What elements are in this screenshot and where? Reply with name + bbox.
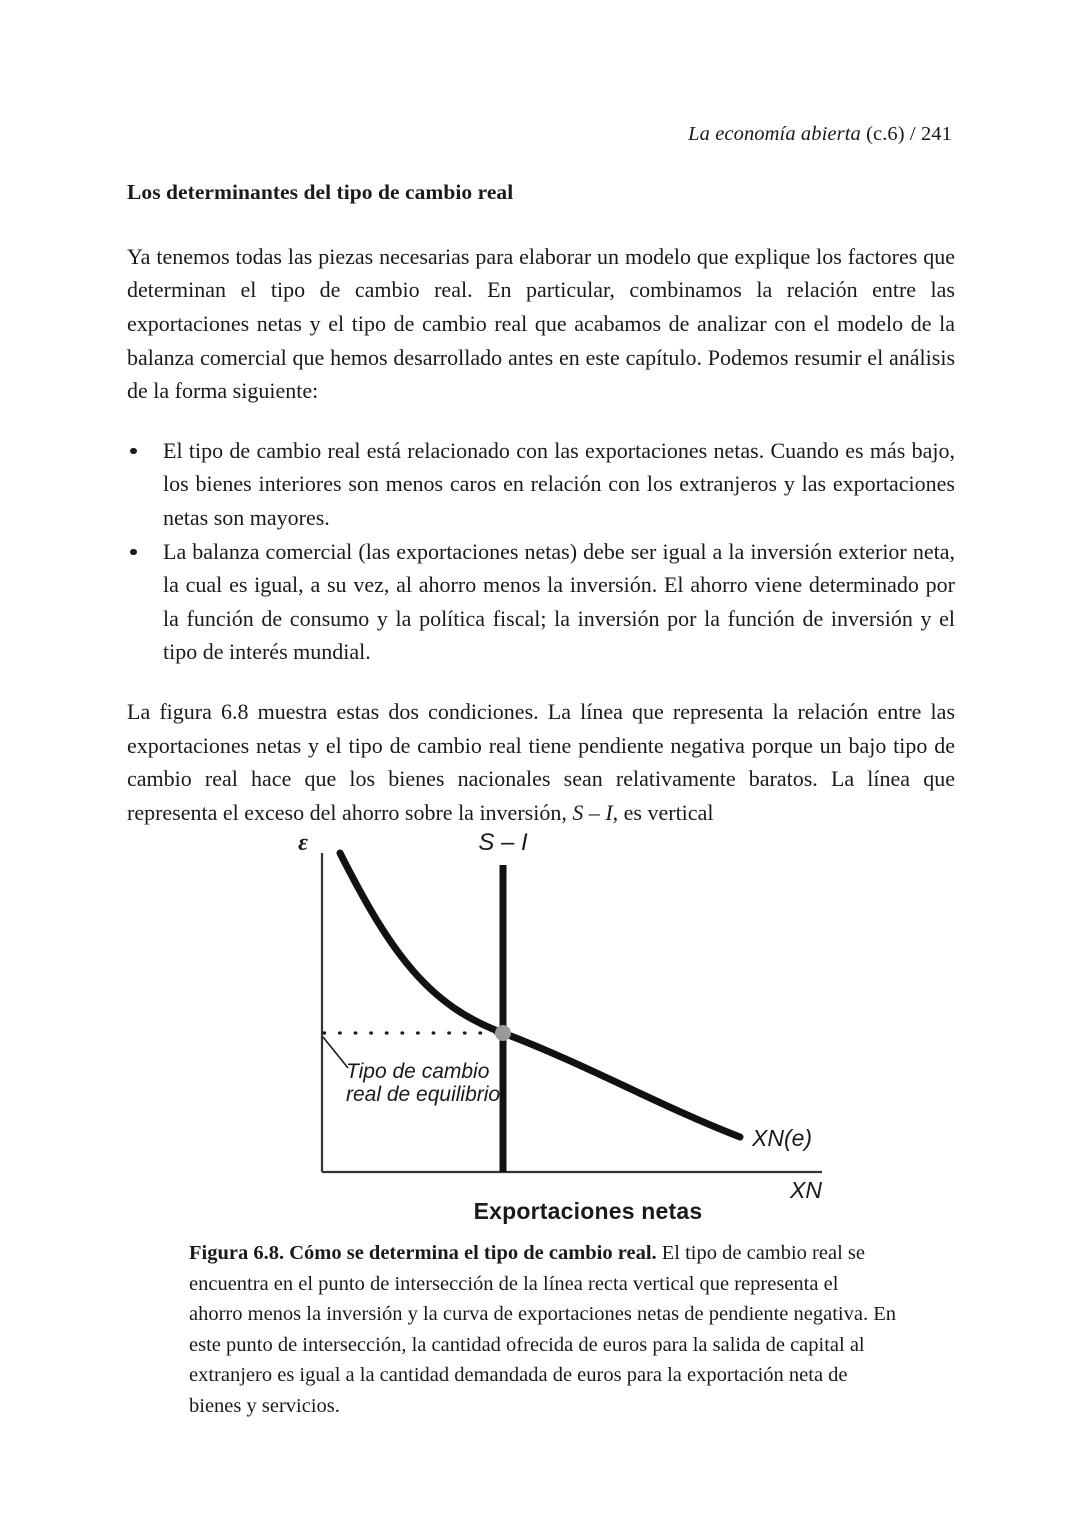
figure-6-8: [0, 806, 1080, 1236]
running-head-page: (c.6) / 241: [860, 123, 952, 145]
section-heading: Los determinantes del tipo de cambio real: [127, 180, 514, 204]
paragraph-intro: Ya tenemos todas las piezas necesarias para elaborar un modelo que explique los factores que determinan el tipo de cambio real. En particular, combinamos la relación entre las exportaciones netas y el tipo de cambio real que acabamos de analizar con el modelo de la balanza comercial que hemos desarrollado antes en este capítulo. Podemos resumir el análisis de la forma siguiente:: [127, 243, 955, 404]
x-axis-label: Exportaciones netas: [473, 1198, 703, 1224]
text-column: [127, 180, 955, 829]
equilibrium-point-dot: [495, 1025, 511, 1041]
curve-label: XN(e): [752, 1125, 813, 1151]
bullet-list: [127, 434, 955, 669]
list-item-text: El tipo de cambio real está relacionado con las exportaciones netas. Cuando es más bajo, los bienes interiores son menos caros en relación con los extranjeros y las exportaciones netas son mayores.: [163, 437, 955, 530]
bullet-marker-icon: [130, 434, 138, 468]
paragraph-figure-ref-symbol: S – I: [572, 799, 613, 825]
annotation-leader-line: [323, 1037, 348, 1068]
figure-caption-lead: Figura 6.8. Cómo se determina el tipo de cambio real.: [189, 1242, 657, 1264]
y-axis-symbol: ε: [298, 830, 308, 856]
x-axis-symbol: XN: [790, 1177, 822, 1203]
figure-caption-text: El tipo de cambio real se encuentra en el punto de intersección de la línea recta vertical que representa el ahorro menos la inversión y la curva de exportaciones netas de pendiente negativa. En este punto de intersección, la cantidad ofrecida de euros para la salida de capital al extranjero es igual a la cantidad demandada de euros para la exportación neta de bienes y servicios.: [189, 1242, 896, 1417]
paragraph-figure-ref-a: La figura 6.8 muestra estas dos condiciones. La línea que representa la relación entre las exportaciones netas y el tipo de cambio real tiene pendiente negativa porque un bajo tipo de cambio real hace que los bienes nacionales sean relativamente baratos. La línea que representa el exceso del ahorro sobre la inversión,: [127, 698, 955, 825]
running-head: [688, 123, 952, 146]
equilibrium-annotation-line2: real de equilibrio: [346, 1083, 501, 1106]
list-item-text: La balanza comercial (las exportaciones netas) debe ser igual a la inversión exterior neta, la cual es igual, a su vez, al ahorro menos la inversión. El ahorro viene determinado por la función de consumo y la política fiscal; la inversión por la función de inversión y el tipo de interés mundial.: [163, 538, 955, 665]
vertical-line-label: S – I: [478, 829, 528, 856]
equilibrium-annotation-line1: Tipo de cambio: [346, 1060, 490, 1083]
running-head-title: La economía abierta: [688, 123, 861, 145]
figure-caption: [189, 1238, 896, 1421]
list-item: [127, 535, 955, 669]
paragraph-figure-ref-b: , es vertical: [612, 799, 714, 825]
bullet-marker-icon: [130, 535, 138, 569]
list-item: [127, 434, 955, 535]
